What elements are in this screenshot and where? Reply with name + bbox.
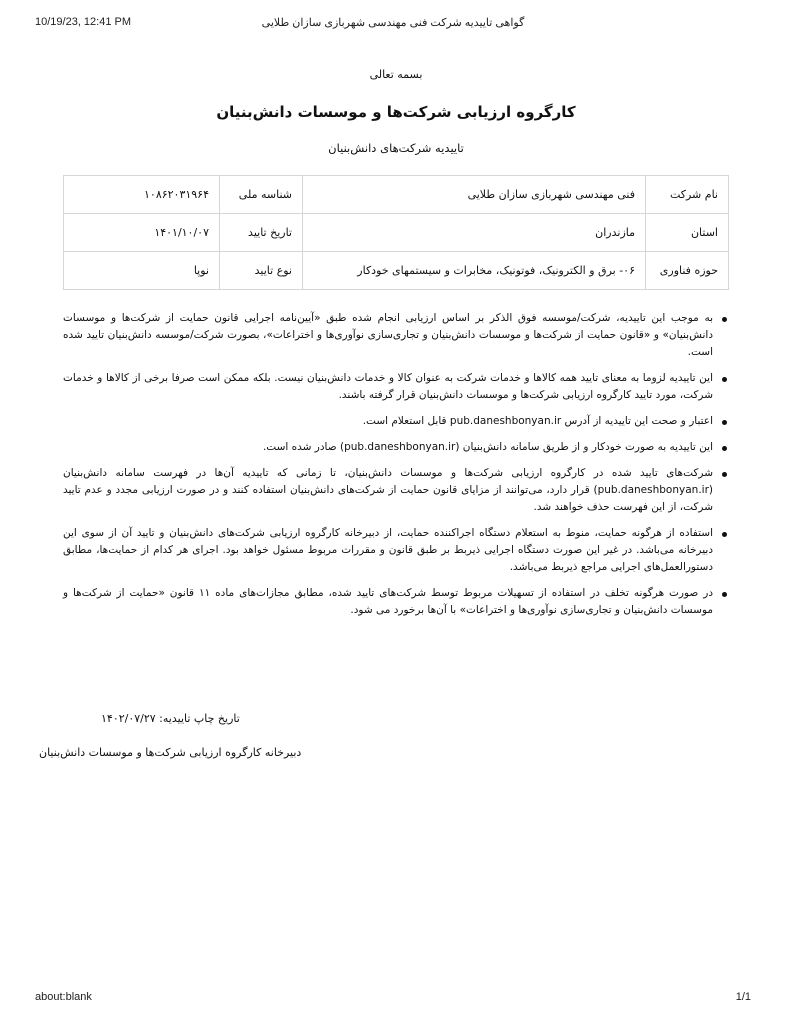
list-item: این تاییدیه لزوما به معنای تایید همه کالاها و خدمات شرکت به عنوان کالا و خدمات دانش‌بنیان نیست. بلکه ممکن است صرفا برخی از کالاها و خدمات شرکت، مورد تایید کارگروه ارزیابی شرکت‌ها و موسسات دانش‌بنیان قرار گرفته باشند. — [63, 370, 713, 404]
bismillah: بسمه تعالی — [369, 68, 423, 81]
table-row — [64, 176, 729, 214]
list-item: اعتبار و صحت این تاییدیه از آدرس pub.daneshbonyan.ir قابل استعلام است. — [63, 413, 713, 430]
print-datetime: 10/19/23, 12:41 PM — [35, 16, 132, 28]
approval-type-label: نوع تایید — [220, 252, 303, 290]
approval-date-value: ۱۴۰۱/۱۰/۰۷ — [64, 214, 220, 252]
page-counter: 1/1 — [735, 991, 751, 1003]
national-id-label: شناسه ملی — [220, 176, 303, 214]
national-id-value: ۱۰۸۶۲۰۳۱۹۶۴ — [64, 176, 220, 214]
page-title: کارگروه ارزیابی شرکت‌ها و موسسات دانش‌بنیان — [216, 103, 576, 121]
print-date: تاریخ چاپ تاییدیه: ۱۴۰۲/۰۷/۲۷ — [101, 712, 240, 725]
list-item: در صورت هرگونه تخلف در استفاده از تسهیلات مربوط توسط شرکت‌های تایید شده، مطابق مجازات‌های ماده ۱۱ قانون «حمایت از شرکت‌ها و موسسات دانش‌بنیان و تجاری‌سازی نوآوری‌ها و اختراعات» با آن‌ها برخورد می شود. — [63, 585, 713, 619]
print-footer — [35, 991, 751, 1007]
secretariat-signature: دبیرخانه کارگروه ارزیابی شرکت‌ها و موسسات دانش‌بنیان — [39, 746, 302, 759]
tech-field-label: حوزه فناوری — [646, 252, 729, 290]
province-label: استان — [646, 214, 729, 252]
list-item: به موجب این تاییدیه، شرکت/موسسه فوق الذکر بر اساس ارزیابی انجام شده طبق «آیین‌نامه اجرایی قانون حمایت از شرکت‌ها و موسسات دانش‌بنیان» و «قانون حمایت از شرکت‌ها و موسسات دانش‌بنیان و تجاری‌سازی نوآوری‌ها و اختراعات»، بصورت شرکت/موسسه دانش‌بنیان تایید شده است. — [63, 310, 713, 361]
approval-date-label: تاریخ تایید — [220, 214, 303, 252]
company-name-value: فنی مهندسی شهربازی سازان طلایی — [303, 176, 646, 214]
list-item: این تاییدیه به صورت خودکار و از طریق سامانه دانش‌بنیان (pub.daneshbonyan.ir) صادر شده است. — [63, 439, 713, 456]
approval-type-value: نوپا — [64, 252, 220, 290]
list-item: شرکت‌های تایید شده در کارگروه ارزیابی شرکت‌ها و موسسات دانش‌بنیان، تا زمانی که تاییدیه آن‌ها در فهرست سامانه دانش‌بنیان (pub.daneshbonyan.ir) قرار دارد، می‌توانند از مزایای قانون حمایت از شرکت‌های دانش‌بنیان استفاده کنند و در صورت ارزیابی مجدد و عدم تایید شرکت، از این فهرست حذف خواهند شد. — [63, 465, 713, 516]
notes-list — [63, 310, 729, 619]
table-row — [64, 252, 729, 290]
list-item: استفاده از هرگونه حمایت، منوط به استعلام دستگاه اجراکننده حمایت، از دبیرخانه کارگروه ارزیابی شرکت‌های دانش‌بنیان و تایید آن از سوی این دبیرخانه می‌باشد. در غیر این صورت دستگاه اجرایی ذیربط بر طبق قانون و مقررات مربوط مسئول خواهد بود. اجرای هر کدام از حمایت‌ها، مطابق دستورالعمل‌های اجرایی مراجع ذیربط می‌باشد. — [63, 525, 713, 576]
company-name-label: نام شرکت — [646, 176, 729, 214]
print-document-title: گواهی تاییدیه شرکت فنی مهندسی شهربازی سازان طلایی — [261, 17, 525, 29]
certificate-content — [39, 60, 729, 759]
province-value: مازندران — [303, 214, 646, 252]
page-subtitle: تاییدیه شرکت‌های دانش‌بنیان — [328, 141, 464, 155]
table-row — [64, 214, 729, 252]
print-url: about:blank — [35, 991, 92, 1003]
print-header — [35, 16, 751, 32]
company-info-table — [63, 175, 729, 290]
tech-field-value: ۰۶- برق و الکترونیک، فوتونیک، مخابرات و سیستمهای خودکار — [303, 252, 646, 290]
